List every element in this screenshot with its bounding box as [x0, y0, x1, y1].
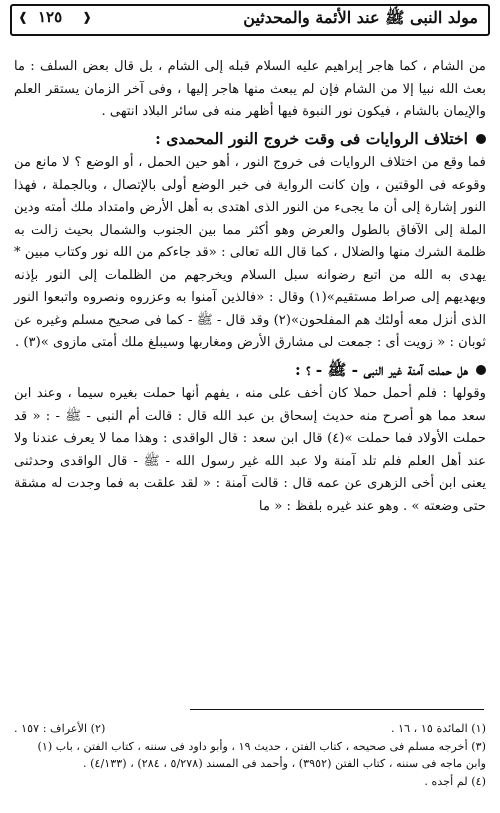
section-heading	[14, 359, 486, 382]
ornament-icon: ❱	[18, 10, 29, 24]
section-heading-text: هل حملت آمنة غير النبى - ﷺ - ؟ :	[294, 359, 468, 379]
ornament-icon: ❰	[82, 10, 93, 24]
footnote: (٢) الأعراف : ١٥٧ .	[14, 722, 106, 735]
page-header	[10, 4, 490, 36]
bullet-icon	[476, 365, 486, 375]
section-heading	[14, 128, 486, 151]
page-number: ١٢٥	[38, 8, 63, 26]
bullet-icon	[476, 134, 486, 144]
footnote: (١) المائدة ١٥ ، ١٦ .	[390, 722, 486, 735]
section-heading-text: اختلاف الروايات فى وقت خروج النور المحمدى :	[155, 128, 468, 148]
footnote-separator	[190, 709, 484, 710]
paragraph: فما وقع من اختلاف الروايات فى خروج النور ، أهو حين الحمل ، أو الوضع ؟ لا مانع من وقوعه فى الوقتين ، وإن كانت الرواية فى خبر الوضع أولى بالإتصال ، وبالجملة ، فهذا النور إشارة إلى أن ما يجىء من النور الذى اهتدى به أهل الأرض وامتداد ملك أمته ودين الملة إلى الآفاق بالطول والعرض وهو أكثر مما بين الجنوب والشمال بحيث زالت به ظلمة الشرك منها والضلال ، كما قال الله تعالى : «قد جاءكم من الله نور وكتاب مبين * يهدى به الله من اتبع رضوانه سبل السلام ويخرجهم من الظلمات إلى النور بإذنه ويهديهم إلى صراط مستقيم»(١) وقال : «فالذين آمنوا به وعزروه ونصروه واتبعوا النور الذى أنزل معه أولئك هم المفلحون»(٢) وقد قال - ﷺ - كما فى صحيح مسلم وغيره عن ثوبان : « زويت أى : جمعت لى مشارق الأرض ومغاربها وسيبلغ ملك أمتى مازوى »(٣) .	[14, 155, 487, 350]
running-title: مولد النبى ﷺ عند الأئمة والمحدثين	[243, 8, 478, 27]
paragraph: وقولها : فلم أحمل حملا كان أخف على منه ، يفهم أنها حملت بغيره سيما ، وعند ابن سعد مما هو أصرح منه حديث إسحاق بن عبد الله قال : قالت أم النبى - ﷺ - : « قد حملت الأولاد فما حملت »(٤) قال ابن سعد : قال الواقدى : وهذا مما لا يعرف عندنا ولا عند أهل العلم فلم تلد آمنة ولا عبد الله غير رسول الله - ﷺ - قال الواقدى وحدثنى يعنى ابن أخى الزهرى عن عمه قال : قالت آمنة : « لقد علقت به فما وجدت له مشقة حتى وضعته » . وهو عند غيره بلفظ : « ما	[14, 386, 486, 514]
footnote: (٣) أخرجه مسلم فى صحيحه ، كتاب الفتن ، حديث ١٩ ، وأبو داود فى سننه ، كتاب الفتن ، باب (١) وابن ماجه فى سننه ، كتاب الفتن (٣٩٥٢) ، وأحمد فى المسند (٥/٢٧٨ ، ٢٨٤) ، (٤/١٣٣) .	[37, 739, 486, 770]
paragraph: من الشام ، كما هاجر إبراهيم عليه السلام قبله إلى الشام ، بل قال بعض السلف : ما بعث الله نبيا إلا من الشام فإن لم يبعث منها هاجر إليها ، وفى آخر الزمان يستقر العلم والإيمان بالشام ، فيكون نور النبوة فيها أظهر منه فى سائر البلاد انتهى .	[14, 59, 486, 119]
footnote-row	[14, 720, 486, 738]
main-text	[14, 56, 486, 518]
footnotes	[14, 720, 486, 790]
footnote: (٤) لم أجده .	[424, 774, 486, 788]
